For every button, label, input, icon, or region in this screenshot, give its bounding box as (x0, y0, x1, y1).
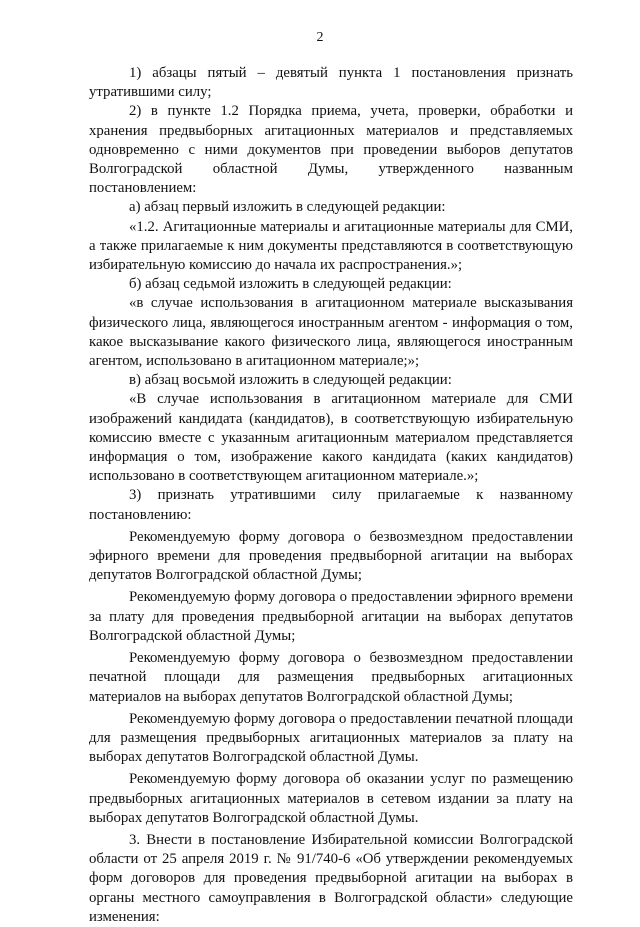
paragraph: 2) в пункте 1.2 Порядка приема, учета, проверки, обработки и хранения предвыборных агитационных материалов и представляемых одновременно с ними документов при проведении выборов депутатов Волгоградской областной Думы, утвержденного названным постановлением: (89, 103, 573, 197)
paragraph: Рекомендуемую форму договора о предоставлении эфирного времени за плату для проведения предвыборной агитации на выборах депутатов Волгоградской областной Думы; (89, 589, 573, 644)
paragraph: 3. Внести в постановление Избирательной комиссии Волгоградской области от 25 апреля 2019 г. № 91/740-6 «Об утверждении рекомендуемых форм договоров для проведения предвыборной агитации на выборах в органы местного самоуправления в Волгоградской области» следующие изменения: (89, 831, 573, 925)
paragraph: Рекомендуемую форму договора о безвозмездном предоставлении печатной площади для размещения предвыборных агитационных материалов на выборах депутатов Волгоградской областной Думы; (89, 650, 573, 705)
paragraph: 1) абзацы пятый – девятый пункта 1 постановления признать утратившими силу; (89, 65, 573, 101)
paragraph: а) абзац первый изложить в следующей редакции: (129, 199, 446, 216)
paragraph: «1.2. Агитационные материалы и агитационные материалы для СМИ, а также прилагаемые к ним документы представляются в соответствующую избирательную комиссию до начала их распространения.»; (89, 218, 573, 274)
document-body (89, 64, 573, 927)
paragraph: Рекомендуемую форму договора о безвозмездном предоставлении эфирного времени для проведения предвыборной агитации на выборах депутатов Волгоградской областной Думы; (89, 528, 573, 584)
paragraph: 3) признать утратившими силу прилагаемые к названному постановлению: (89, 487, 573, 523)
paragraph: «В случае использования в агитационном материале для СМИ изображений кандидата (кандидатов), в соответствующую избирательную комиссию вместе с указанным агитационным материалом представляется информация о том, изображение какого кандидата (каких кандидатов) использовано в соответствующем агитационном материале.»; (89, 391, 573, 485)
paragraph: Рекомендуемую форму договора об оказании услуг по размещению предвыборных агитационных материалов в сетевом издании за плату на выборах депутатов Волгоградской областной Думы. (89, 771, 573, 826)
page-number: 2 (316, 30, 324, 45)
paragraph: Рекомендуемую форму договора о предоставлении печатной площади для размещения предвыборных агитационных материалов за плату на выборах депутатов Волгоградской областной Думы. (89, 710, 573, 766)
paragraph: в) абзац восьмой изложить в следующей редакции: (129, 372, 452, 389)
paragraph: б) абзац седьмой изложить в следующей редакции: (129, 276, 452, 293)
paragraph: «в случае использования в агитационном материале высказывания физического лица, являющегося иностранным агентом - информация о том, какое высказывание какого физического лица, являющегося иностранным агентом, использовано в агитационном материале;»; (89, 295, 573, 370)
